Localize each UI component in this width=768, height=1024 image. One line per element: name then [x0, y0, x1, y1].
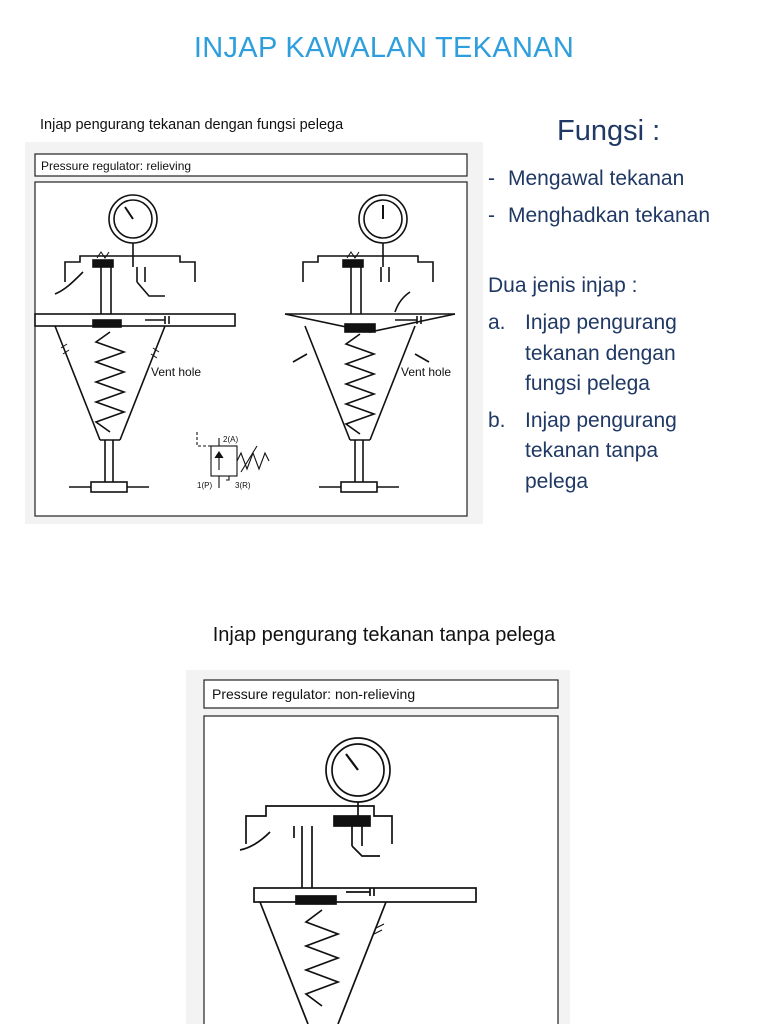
port-a-label: 2(A): [223, 435, 239, 444]
caption-relieving: Injap pengurang tekanan dengan fungsi pelega: [40, 117, 344, 133]
fungsi-item-text: Mengawal tekanan: [508, 167, 685, 190]
fungsi-item: [488, 197, 710, 234]
figure-header: Pressure regulator: relieving: [41, 159, 192, 173]
fungsi-item: [488, 160, 710, 197]
vent-hole-label-right: Vent hole: [401, 365, 452, 379]
list-marker: a.: [488, 311, 506, 334]
figure-header: Pressure regulator: non-relieving: [212, 686, 416, 702]
dash-marker: -: [488, 204, 495, 227]
dash-marker: -: [488, 167, 495, 190]
fungsi-list: [488, 160, 710, 234]
list-item-text: Injap pengurang tekanan dengan fungsi pelega: [525, 311, 677, 395]
relieving-regulator-figure: [25, 142, 483, 524]
port-p-label: 1(P): [197, 481, 213, 490]
vent-hole-label-left: Vent hole: [151, 365, 202, 379]
jenis-item: [488, 406, 725, 498]
fungsi-heading: Fungsi :: [557, 115, 661, 147]
fungsi-item-text: Menghadkan tekanan: [508, 204, 710, 227]
list-marker: b.: [488, 408, 506, 432]
jenis-item: [488, 308, 725, 400]
jenis-heading: Dua jenis injap :: [488, 274, 638, 297]
caption-non-relieving: Injap pengurang tekanan tanpa pelega: [212, 624, 556, 646]
non-relieving-regulator-figure: [186, 670, 570, 1024]
slide-title: INJAP KAWALAN TEKANAN: [193, 32, 575, 64]
list-item-text: Injap pengurang tekanan tanpa pelega: [525, 408, 677, 493]
port-r-label: 3(R): [235, 481, 251, 490]
jenis-list: [488, 308, 725, 503]
